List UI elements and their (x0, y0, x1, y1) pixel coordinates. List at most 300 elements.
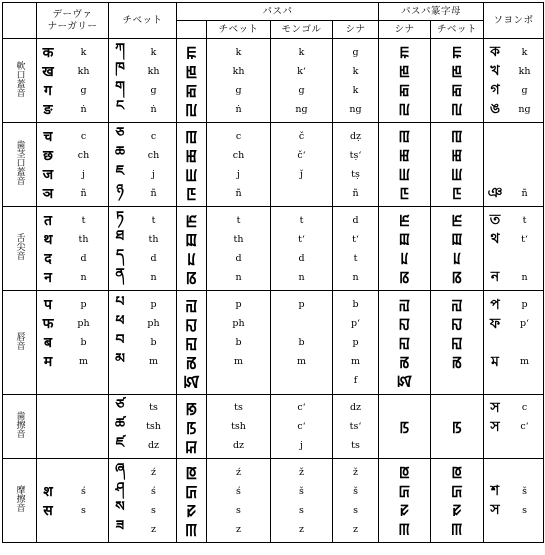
phagspa-tibetan-value: m (233, 356, 243, 367)
header-seal-tibetan: チベット (431, 21, 484, 39)
phagspa-china-value: f (353, 375, 358, 386)
category-cell (3, 207, 37, 291)
phagspa-glyph-list (177, 40, 206, 122)
seal-tibetan-glyph-cell (431, 395, 484, 459)
tibetan-roman: dz (147, 440, 160, 451)
phagspa-china-value-cell (333, 395, 379, 459)
phagspa-tibetan-value: ph (232, 318, 245, 329)
phagspa-mongol-value: j (300, 440, 303, 451)
seal-china-glyph-cell (379, 395, 431, 459)
phagspa-glyph: ꡆ (185, 165, 198, 184)
seal-tibetan-glyph: ꡄ (451, 127, 463, 145)
phagspa-glyph: ꡃ (185, 100, 198, 119)
phagspa-china-value: g (352, 46, 359, 58)
seal-china-glyph: ꡉ (399, 230, 410, 248)
seal-tibetan-glyph-cell (431, 207, 484, 291)
devanagari-roman: th (78, 233, 89, 245)
tibetan-glyph: པ (115, 293, 125, 310)
phagspa-glyph: ꡀ (186, 43, 197, 62)
devanagari-list (37, 208, 108, 290)
devanagari-glyph: त (44, 212, 52, 229)
devanagari-roman: g (80, 84, 87, 96)
seal-tibetan-glyph-list (431, 292, 483, 393)
phagspa-china-value: k (352, 84, 359, 96)
phagspa-tibetan-value: z (235, 523, 241, 535)
phagspa-glyph-cell (177, 123, 207, 207)
phagspa-mongol-value-list (271, 292, 332, 393)
devanagari-roman: c (80, 130, 87, 142)
tibetan-glyph: ཕ (115, 312, 125, 329)
phagspa-china-value: p‘ (350, 318, 361, 329)
tibetan-glyph: ཙ (115, 396, 125, 413)
tibetan-glyph: ཐ (115, 228, 125, 244)
tibetan-roman: p (150, 299, 157, 310)
tibetan-roman: tsh (146, 421, 161, 432)
tibetan-glyph: ཉ (116, 182, 124, 198)
phagspa-glyph-list (177, 124, 206, 206)
tibetan-roman: c (150, 130, 157, 142)
devanagari-roman: t (81, 214, 86, 226)
phagspa-mongol-value: č (298, 130, 305, 142)
phagspa-tibetan-value: d (235, 252, 242, 264)
phagspa-glyph-cell (177, 291, 207, 395)
phagspa-china-value-list (333, 292, 378, 393)
seal-tibetan-glyph (431, 398, 483, 417)
phagspa-china-value: ts‘ (349, 421, 362, 432)
tibetan-roman: n (150, 271, 157, 283)
phagspa-mongol-value: k (298, 46, 305, 58)
tibetan-cell (109, 39, 177, 123)
seal-china-glyph: ꡌ (398, 295, 411, 314)
group-row (3, 207, 544, 291)
phagspa-tibetan-value-list (207, 208, 270, 290)
phagspa-mongol-value-cell (271, 459, 333, 543)
category-label: 歯擦音 (14, 411, 25, 438)
soyombo-glyph: খ (490, 63, 500, 79)
devanagari-list (37, 124, 108, 206)
devanagari-entry (37, 436, 108, 455)
group-row (3, 39, 544, 123)
phagspa-mongol-value: ǰ (299, 168, 304, 180)
tibetan-roman: d (150, 252, 157, 264)
seal-china-glyph: ꡊ (400, 249, 409, 267)
phagspa-glyph-list (177, 292, 206, 393)
tibetan-glyph: མ (115, 350, 125, 367)
phagspa-tibetan-value: kh (232, 65, 245, 77)
seal-china-glyph: ꡃ (398, 100, 411, 118)
seal-china-glyph: ꡁ (399, 62, 410, 80)
phagspa-tibetan-value-cell (207, 207, 271, 291)
phagspa-china-value-list (333, 40, 378, 122)
phagspa-tibetan-value: ṅ (235, 103, 242, 115)
phagspa-glyph: ꡏ (186, 352, 197, 372)
soyombo-entry (484, 230, 543, 249)
devanagari-glyph: ग (44, 82, 52, 99)
phagspa-tibetan-value: j (237, 168, 240, 180)
devanagari-entry (37, 501, 108, 520)
tibetan-roman: z (150, 523, 156, 535)
seal-tibetan-glyph: ꡊ (453, 249, 461, 267)
phagspa-mongol-value (271, 184, 332, 203)
devanagari-entry (37, 230, 108, 249)
seal-china-glyph: ꡀ (399, 43, 410, 61)
soyombo-roman: c‘ (520, 421, 529, 432)
phagspa-china-value: tṣ (351, 168, 360, 180)
soyombo-cell (484, 207, 544, 291)
phagspa-mongol-value: d (298, 252, 305, 264)
seal-tibetan-glyph-cell (431, 291, 484, 395)
devanagari-roman: p (80, 299, 87, 310)
seal-tibetan-glyph: ꡅ (451, 146, 463, 164)
tibetan-roman: ź (150, 466, 156, 478)
phagspa-tibetan-value: p (235, 299, 242, 310)
seal-china-glyph: ꡋ (399, 268, 410, 286)
seal-china-glyph-list (379, 460, 430, 542)
phagspa-tibetan-value-cell (207, 291, 271, 395)
phagspa-tibetan-value-cell (207, 123, 271, 207)
tibetan-roman: ch (147, 149, 160, 161)
soyombo-cell (484, 395, 544, 459)
soyombo-entry (484, 100, 543, 119)
soyombo-list (484, 460, 543, 542)
devanagari-roman: ph (77, 318, 90, 329)
devanagari-entry (37, 398, 108, 417)
devanagari-entry (37, 268, 108, 287)
devanagari-glyph: ञ (42, 185, 54, 202)
phagspa-china-value-list (333, 395, 378, 458)
seal-tibetan-glyph: ꡂ (451, 81, 463, 99)
phagspa-mongol-value-list (271, 124, 332, 206)
phagspa-tibetan-value-cell (207, 39, 271, 123)
seal-tibetan-glyph-cell (431, 459, 484, 543)
soyombo-roman: ñ (521, 187, 528, 199)
phagspa-china-value: dẓ (349, 130, 362, 142)
tibetan-roman: t (151, 214, 156, 226)
devanagari-entry (37, 81, 108, 100)
phagspa-mongol-value: s (299, 504, 304, 516)
soyombo-glyph: গ (490, 82, 500, 98)
phagspa-glyph: ꡔ (185, 463, 198, 482)
seal-china-glyph-cell (379, 207, 431, 291)
soyombo-glyph: স (490, 399, 500, 416)
phagspa-mongol-value: n (298, 271, 305, 283)
devanagari-entry (37, 333, 108, 352)
tibetan-glyph: བ (115, 331, 125, 348)
soyombo-roman: kh (518, 65, 531, 77)
phagspa-china-value-cell (333, 123, 379, 207)
soyombo-cell (484, 291, 544, 395)
devanagari-roman: b (80, 337, 87, 348)
phagspa-mongol-value-list (271, 208, 332, 290)
phagspa-mongol-value: t‘ (298, 233, 305, 245)
phagspa-mongol-value: ž (298, 466, 304, 478)
group-row (3, 395, 544, 459)
seal-china-glyph: ꡇ (399, 184, 410, 202)
phagspa-tibetan-value-cell (207, 395, 271, 459)
devanagari-entry (37, 371, 108, 390)
phagspa-china-value: b (352, 299, 359, 310)
phagspa-mongol-value-list (271, 395, 332, 458)
phagspa-mongol-value (271, 314, 332, 333)
tibetan-roman: th (148, 233, 159, 245)
soyombo-list (484, 292, 543, 393)
soyombo-roman: n (521, 271, 528, 283)
seal-china-glyph: ꡆ (398, 165, 411, 183)
soyombo-roman: g (521, 84, 528, 96)
soyombo-glyph: ঞ (487, 185, 503, 201)
seal-tibetan-glyph-list (431, 208, 483, 290)
seal-tibetan-glyph (431, 371, 483, 390)
phagspa-china-value: s (353, 504, 358, 516)
phagspa-mongol-value: m (296, 356, 306, 367)
tibetan-roman: ts (149, 402, 158, 413)
category-cell (3, 459, 37, 543)
seal-china-glyph: ꡑ (399, 417, 410, 436)
seal-tibetan-glyph: ꡆ (451, 165, 463, 183)
soyombo-roman: k (521, 46, 528, 58)
devanagari-roman: k (80, 46, 87, 58)
devanagari-entry (37, 249, 108, 268)
devanagari-glyph: स (43, 502, 53, 519)
tibetan-glyph: ཟ (115, 518, 125, 534)
devanagari-roman: ṅ (80, 103, 87, 115)
phagspa-tibetan-value-list (207, 292, 270, 393)
soyombo-entry (484, 184, 543, 203)
phagspa-mongol-value: ng (295, 103, 308, 115)
header-phagspa: パスパ (177, 3, 379, 21)
soyombo-glyph: থ (490, 231, 500, 247)
devanagari-entry (37, 127, 108, 146)
tibetan-glyph: ད (115, 247, 125, 263)
tibetan-roman: s (151, 504, 156, 516)
seal-tibetan-glyph: ꡔ (451, 463, 463, 481)
soyombo-list (484, 208, 543, 290)
category-label: 唇音 (14, 331, 25, 350)
tibetan-roman: b (150, 337, 157, 348)
tibetan-glyph: ཛ (115, 434, 125, 451)
devanagari-roman: m (78, 356, 88, 367)
soyombo-roman: s (522, 504, 527, 516)
seal-china-glyph: ꡅ (399, 146, 410, 164)
soyombo-glyph: ত (489, 212, 501, 228)
phagspa-glyph: ꡌ (185, 295, 198, 315)
devanagari-glyph: ज (42, 166, 54, 183)
phagspa-tibetan-value-cell (207, 459, 271, 543)
seal-tibetan-glyph: ꡃ (451, 100, 463, 118)
seal-tibetan-glyph (431, 436, 483, 455)
tibetan-cell (109, 459, 177, 543)
soyombo-cell (484, 459, 544, 543)
devanagari-entry (37, 100, 108, 119)
devanagari-glyph: ब (44, 335, 52, 351)
header-phagspa-mongol: モンゴル (271, 21, 333, 39)
phagspa-glyph: ꡑ (186, 417, 197, 437)
phagspa-glyph: ꡊ (187, 249, 196, 268)
soyombo-entry (484, 146, 543, 165)
phagspa-china-value: ts (351, 440, 360, 451)
seal-tibetan-glyph-list (431, 124, 483, 206)
phagspa-tibetan-value-list (207, 124, 270, 206)
phagspa-tibetan-value: th (233, 233, 244, 245)
phagspa-glyph-list (177, 208, 206, 290)
seal-china-glyph-list (379, 292, 430, 393)
header-phagspa-china: シナ (333, 21, 379, 39)
phagspa-glyph-cell (177, 395, 207, 459)
devanagari-entry (37, 463, 108, 482)
tibetan-glyph: ན (115, 266, 125, 282)
tibetan-list (109, 124, 176, 206)
seal-china-glyph: ꡏ (399, 352, 410, 371)
tibetan-list (109, 292, 176, 393)
phagspa-mongol-value: z (298, 523, 304, 535)
seal-china-glyph-list (379, 208, 430, 290)
devanagari-cell (37, 123, 109, 207)
seal-china-glyph: ꡍ (398, 314, 411, 333)
phagspa-glyph: ꡅ (185, 146, 198, 165)
phagspa-china-value-cell (333, 39, 379, 123)
tibetan-cell (109, 207, 177, 291)
phagspa-glyph: ꡄ (185, 127, 198, 146)
devanagari-glyph: श (43, 483, 53, 500)
devanagari-roman: j (82, 168, 85, 180)
phagspa-glyph: ꡂ (185, 81, 198, 100)
phagspa-mongol-value: š (299, 485, 304, 497)
devanagari-entry (37, 295, 108, 314)
phagspa-china-value-cell (333, 459, 379, 543)
phagspa-tibetan-value: t (236, 214, 241, 226)
seal-tibetan-glyph: ꡏ (451, 352, 463, 371)
soyombo-glyph: ম (491, 353, 499, 370)
phagspa-china-value-cell (333, 207, 379, 291)
soyombo-glyph: প (490, 296, 500, 313)
phagspa-mongol-value-cell (271, 291, 333, 395)
phagspa-mongol-value (271, 371, 332, 390)
tibetan-cell (109, 395, 177, 459)
seal-china-glyph: ꡎ (398, 333, 411, 352)
seal-china-glyph (379, 436, 430, 455)
seal-china-glyph-cell (379, 291, 431, 395)
seal-tibetan-glyph: ꡕ (451, 520, 463, 538)
phagspa-mongol-value: k‘ (297, 65, 306, 77)
seal-tibetan-glyph: ꡍ (451, 314, 463, 333)
phagspa-glyph-list (177, 395, 206, 458)
tibetan-glyph: ཀ (115, 41, 125, 57)
phagspa-glyph: ꡁ (185, 62, 198, 81)
phagspa-china-value: ñ (352, 187, 359, 199)
tibetan-glyph: ཅ (115, 125, 125, 141)
seal-tibetan-glyph-list (431, 395, 483, 458)
phagspa-tibetan-value: s (236, 504, 241, 516)
phagspa-glyph: ꡕ (185, 520, 198, 539)
phagspa-glyph: ꡍ (185, 314, 198, 334)
tibetan-glyph: ཁ (115, 60, 125, 76)
tibetan-roman: ph (147, 318, 160, 329)
soyombo-list (484, 124, 543, 206)
devanagari-roman: kh (77, 65, 90, 77)
tibetan-glyph: ཚ (115, 415, 125, 432)
seal-tibetan-glyph-list (431, 460, 483, 542)
soyombo-roman: t (522, 214, 527, 226)
tibetan-entry (109, 352, 176, 371)
phagspa-china-value-cell (333, 291, 379, 395)
phagspa-tibetan-value: ś (236, 485, 241, 497)
seal-china-glyph-list (379, 40, 430, 122)
devanagari-entry (37, 62, 108, 81)
phagspa-glyph-cell (177, 459, 207, 543)
phagspa-glyph: ꡚ (185, 482, 198, 501)
devanagari-list (37, 292, 108, 393)
tibetan-glyph: ག (115, 79, 125, 95)
soyombo-glyph: স (490, 418, 500, 435)
tibetan-list (109, 395, 176, 458)
seal-tibetan-glyph: ꡉ (451, 230, 463, 248)
header-seal-china: シナ (379, 21, 431, 39)
seal-tibetan-glyph-list (431, 40, 483, 122)
soyombo-glyph: ফ (489, 315, 501, 332)
devanagari-entry (37, 146, 108, 165)
seal-tibetan-glyph: ꡋ (451, 268, 463, 286)
tibetan-cell (109, 291, 177, 395)
seal-china-glyph: ꡛ (399, 501, 410, 519)
devanagari-entry (37, 165, 108, 184)
group-row (3, 291, 544, 395)
devanagari-roman: d (80, 252, 87, 264)
phagspa-china-value: dz (349, 402, 362, 413)
devanagari-glyph: प (44, 297, 52, 313)
tibetan-glyph: ཆ (115, 144, 125, 160)
phagspa-tibetan-value: b (235, 337, 242, 348)
phagspa-glyph: ꡉ (185, 230, 198, 249)
soyombo-cell (484, 123, 544, 207)
seal-china-glyph: ꡕ (398, 520, 411, 538)
phagspa-china-value: t‘ (352, 233, 359, 245)
seal-china-glyph-cell (379, 123, 431, 207)
seal-china-glyph: ꡂ (399, 81, 410, 99)
header-phagspa-tibetan: チベット (207, 21, 271, 39)
category-label: 歯茎口蓋音 (14, 140, 25, 185)
tibetan-roman: m (148, 356, 158, 367)
devanagari-cell (37, 207, 109, 291)
phagspa-mongol-value: c‘ (297, 421, 306, 432)
header-tibetan: チベット (109, 3, 177, 39)
phagspa-glyph-cell (177, 207, 207, 291)
devanagari-entry (37, 482, 108, 501)
tibetan-cell (109, 123, 177, 207)
soyombo-glyph: ক (490, 44, 500, 60)
devanagari-roman: ch (77, 149, 90, 161)
devanagari-cell (37, 39, 109, 123)
devanagari-glyph: ख (42, 63, 54, 80)
corner-cell (3, 3, 37, 39)
devanagari-glyph: थ (43, 231, 53, 248)
soyombo-entry (484, 417, 543, 436)
seal-tibetan-glyph: ꡛ (452, 501, 462, 519)
category-cell (3, 123, 37, 207)
devanagari-entry (37, 520, 108, 539)
soyombo-entry (484, 352, 543, 371)
seal-tibetan-glyph: ꡌ (451, 295, 463, 314)
soyombo-glyph: শ (490, 483, 500, 499)
phagspa-china-value: ng (349, 103, 362, 115)
phagspa-mongol-value: b (298, 337, 305, 348)
seal-tibetan-glyph: ꡈ (451, 211, 463, 229)
phagspa-tibetan-value: c (235, 130, 242, 142)
phagspa-glyph: ꡋ (186, 268, 197, 287)
devanagari-roman: ś (81, 485, 86, 497)
seal-tibetan-glyph: ꡁ (451, 62, 463, 80)
header-devanagari-label: デーヴァ ナーガリー (47, 8, 98, 32)
soyombo-entry (484, 501, 543, 520)
